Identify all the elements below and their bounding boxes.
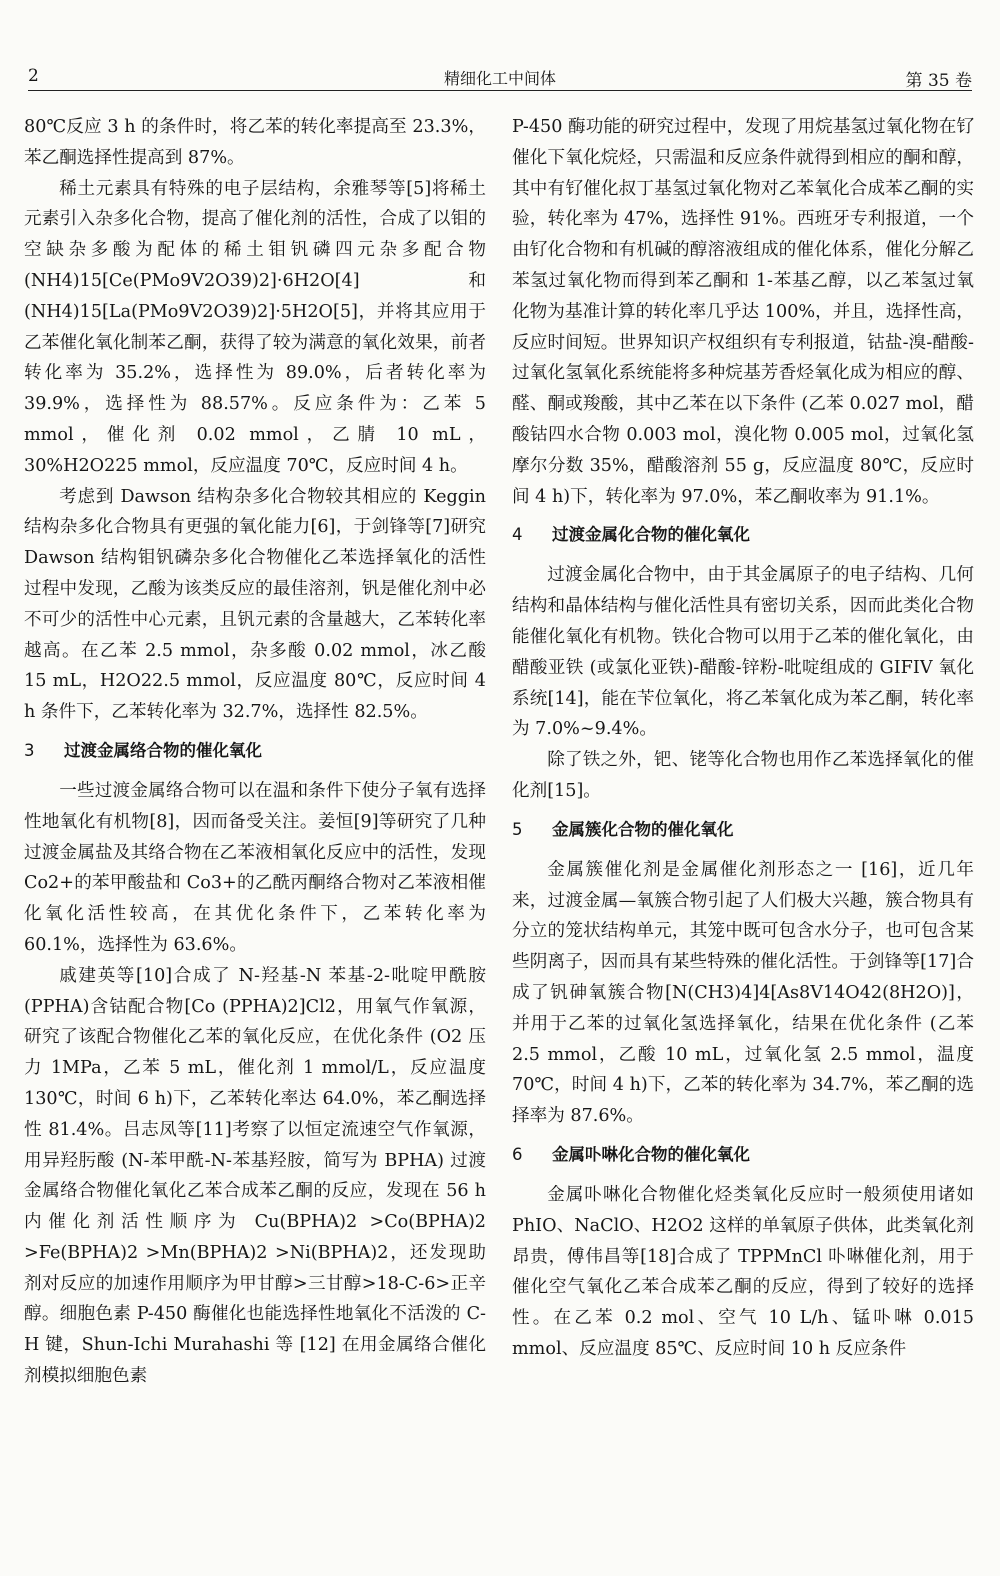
- section-heading-6: [512, 1140, 974, 1170]
- volume-label: 第 35 卷: [905, 71, 972, 91]
- paragraph: 稀土元素具有特殊的电子层结构，余雅琴等[5]将稀土元素引入杂多化合物，提高了催化剂的活性，合成了以钼的空缺杂多酸为配体的稀土钼钒磷四元杂多配合物 (NH4)15[Ce(PMo9V2O39)2]·6H2O[4]和 (NH4)15[La(PMo9V2O39)2]·5H2O[5]，并将其应用于乙苯催化氧化制苯乙酮，获得了较为满意的氧化效果，前者转化率为 35.2%，选择性为 89.0%，后者转化率为 39.9%，选择性为 88.57%。反应条件为：乙苯 5 mmol，催化剂 0.02 mmol，乙腈 10 mL，30%H2O225 mmol，反应温度 70℃，反应时间 4 h。: [24, 178, 486, 476]
- section-title: 过渡金属化合物的催化氧化: [552, 525, 750, 545]
- left-column: [24, 112, 486, 1392]
- section-title: 金属卟啉化合物的催化氧化: [552, 1144, 750, 1164]
- page-header: [28, 64, 972, 91]
- paragraph: 过渡金属化合物中，由于其金属原子的电子结构、几何结构和晶体结构与催化活性具有密切关系，因而此类化合物能催化氧化有机物。铁化合物可以用于乙苯的催化氧化，由醋酸亚铁 (或氯化亚铁)-醋酸-锌粉-吡啶组成的 GIFIV 氧化系统[14]，能在苄位氧化，将乙苯氧化成为苯乙酮，转化率为 7.0%~9.4%。: [512, 565, 974, 740]
- section-heading-3: [24, 736, 486, 766]
- section-number: 6: [512, 1144, 523, 1164]
- paragraph: 80℃反应 3 h 的条件时，将乙苯的转化率提高至 23.3%，苯乙酮选择性提高到 87%。: [24, 117, 486, 168]
- paragraph: 戚建英等[10]合成了 N-羟基-N 苯基-2-吡啶甲酰胺 (PPHA)含钴配合物[Co (PPHA)2]Cl2，用氧气作氧源，研究了该配合物催化乙苯的氧化反应，在优化条件 (O2 压力 1MPa，乙苯 5 mL，催化剂 1 mmol/L，反应温度 130℃，时间 6 h)下，乙苯转化率达 64.0%，苯乙酮选择性 81.4%。吕志凤等[11]考察了以恒定流速空气作氧源，用异羟肟酸 (N-苯甲酰-N-苯基羟胺，简写为 BPHA) 过渡金属络合物催化氧化乙苯合成苯乙酮的反应，发现在 56 h 内催化剂活性顺序为 Cu(BPHA)2 >Co(BPHA)2 >Fe(BPHA)2 >Mn(BPHA)2 >Ni(BPHA)2，还发现助剂对反应的加速作用顺序为甲甘醇>三甘醇>18-C-6>正辛醇。细胞色素 P-450 酶催化也能选择性地氧化不活泼的 C-H 键，Shun-Ichi Murahashi 等 [12] 在用金属络合催化剂模拟细胞色素: [24, 965, 486, 1387]
- section-number: 3: [24, 740, 35, 760]
- right-column: [512, 112, 974, 1365]
- section-heading-5: [512, 815, 974, 845]
- section-title: 金属簇化合物的催化氧化: [552, 819, 734, 839]
- section-number: 5: [512, 819, 523, 839]
- section-heading-4: [512, 520, 974, 550]
- page-number: 2: [28, 66, 39, 86]
- paragraph: 考虑到 Dawson 结构杂多化合物较其相应的 Keggin 结构杂多化合物具有更强的氧化能力[6]，于剑锋等[7]研究 Dawson 结构钼钒磷杂多化合物催化乙苯选择氧化的活性过程中发现，乙酸为该类反应的最佳溶剂，钒是催化剂中必不可少的活性中心元素，且钒元素的含量越大，乙苯转化率越高。在乙苯 2.5 mmol，杂多酸 0.02 mmol，冰乙酸 15 mL，H2O22.5 mmol，反应温度 80℃，反应时间 4 h 条件下，乙苯转化率为 32.7%，选择性 82.5%。: [24, 486, 486, 723]
- paragraph: 金属簇催化剂是金属催化剂形态之一 [16]，近几年来，过渡金属—氧簇合物引起了人们极大兴趣，簇合物具有分立的笼状结构单元，其笼中既可包含水分子，也可包含某些阴离子，因而具有某些特殊的催化活性。于剑锋等[17]合成了钒砷氧簇合物[N(CH3)4]4[As8V14O42(8H2O)]，并用于乙苯的过氧化氢选择氧化，结果在优化条件 (乙苯 2.5 mmol，乙酸 10 mL，过氧化氢 2.5 mmol，温度 70℃，时间 4 h)下，乙苯的转化率为 34.7%，苯乙酮的选择率为 87.6%。: [512, 859, 974, 1127]
- paragraph: 一些过渡金属络合物可以在温和条件下使分子氧有选择性地氧化有机物[8]，因而备受关注。姜恒[9]等研究了几种过渡金属盐及其络合物在乙苯液相氧化反应中的活性，发现 Co2+的苯甲酸盐和 Co3+的乙酰丙酮络合物对乙苯液相催化氧化活性较高，在其优化条件下，乙苯转化率为 60.1%，选择性为 63.6%。: [24, 780, 486, 955]
- paragraph: P-450 酶功能的研究过程中，发现了用烷基氢过氧化物在钌催化下氧化烷烃，只需温和反应条件就得到相应的酮和醇，其中有钌催化叔丁基氢过氧化物对乙苯氧化合成苯乙酮的实验，转化率为 47%，选择性 91%。西班牙专利报道，一个由钌化合物和有机碱的醇溶液组成的催化体系，催化分解乙苯氢过氧化物而得到苯乙酮和 1-苯基乙醇，以乙苯氢过氧化物为基准计算的转化率几乎达 100%，并且，选择性高，反应时间短。世界知识产权组织有专利报道，钴盐-溴-醋酸-过氧化氢氧化系统能将多种烷基芳香烃氧化成为相应的醇、醛、酮或羧酸，其中乙苯在以下条件 (乙苯 0.027 mol，醋酸钴四水合物 0.003 mol，溴化物 0.005 mol，过氧化氢摩尔分数 35%，醋酸溶剂 55 g，反应温度 80℃，反应时间 4 h)下，转化率为 97.0%，苯乙酮收率为 91.1%。: [512, 117, 974, 507]
- journal-title: 精细化工中间体: [443, 69, 556, 88]
- section-number: 4: [512, 525, 523, 545]
- section-title: 过渡金属络合物的催化氧化: [64, 740, 262, 760]
- paragraph: 除了铁之外，钯、铑等化合物也用作乙苯选择氧化的催化剂[15]。: [512, 750, 974, 801]
- paragraph: 金属卟啉化合物催化烃类氧化反应时一般须使用诸如 PhIO、NaClO、H2O2 这样的单氧原子供体，此类氧化剂昂贵，傅伟昌等[18]合成了 TPPMnCl 卟啉催化剂，用于催化空气氧化乙苯合成苯乙酮的反应，得到了较好的选择性。在乙苯 0.2 mol、空气 10 L/h、锰卟啉 0.015 mmol、反应温度 85℃、反应时间 10 h 反应条件: [512, 1184, 974, 1359]
